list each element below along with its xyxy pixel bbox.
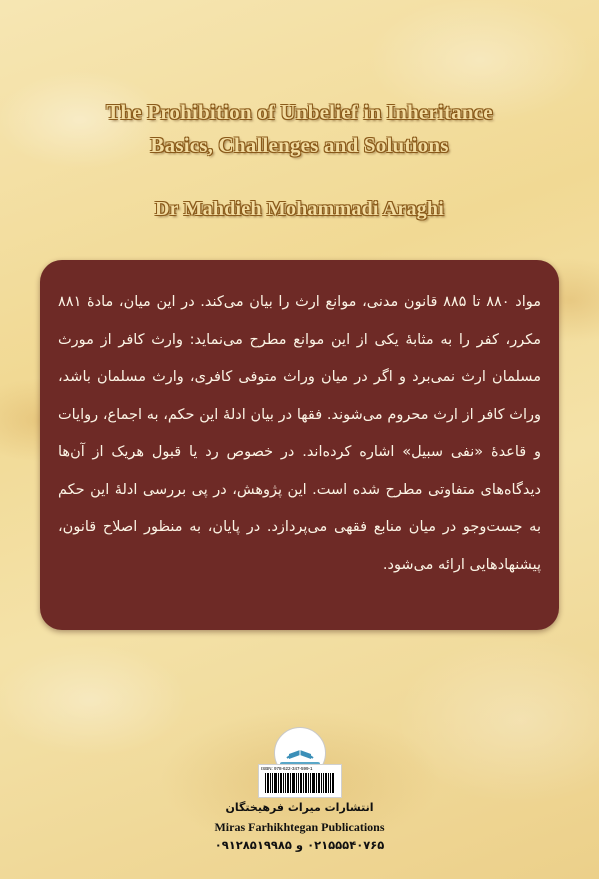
publisher-phones: ۰۲۱۵۵۵۴۰۷۶۵ و ۰۹۱۲۸۵۱۹۹۸۵	[214, 838, 385, 852]
author-name: Dr Mahdieh Mohammadi Araghi	[155, 198, 444, 220]
abstract-panel	[40, 260, 559, 630]
publisher-name-english: Miras Farhikhtegan Publications	[214, 820, 385, 834]
barcode-bars	[265, 773, 335, 793]
abstract-text: مواد ۸۸۰ تا ۸۸۵ قانون مدنی، موانع ارث را بیان می‌کند. در این میان، مادهٔ ۸۸۱ مکرر، کفر را به مثابهٔ یکی از این موانع مطرح می‌نماید: وارث کافر از مورث مسلمان ارث نمی‌برد و اگر در میان وراث متوفی کافری، وارث مسلمان باشد، وراث کافر از ارث محروم می‌شوند. فقها در بیان ادلهٔ این حکم، به اجماع، روایات و قاعدهٔ «نفی سبیل» اشاره کرده‌اند. در خصوص رد یا قبول هریک از آن‌ها دیدگاه‌های متفاوتی مطرح شده است. این پژوهش، در پی بررسی ادلهٔ این حکم به جست‌وجو در میان منابع فقهی می‌پردازد. در پایان، به منظور اصلاح قانون، پیشنهادهایی ارائه می‌شود.	[58, 294, 541, 573]
isbn-label: ISBN: 978-622-347-599-1	[261, 766, 313, 771]
publisher-name-persian: انتشارات میراث فرهیختگان	[225, 801, 374, 814]
book-title-line-1: The Prohibition of Unbelief in Inheritance	[106, 100, 493, 124]
book-title-line-2: Basics, Challenges and Solutions	[150, 133, 449, 157]
isbn-barcode-icon	[258, 764, 342, 798]
